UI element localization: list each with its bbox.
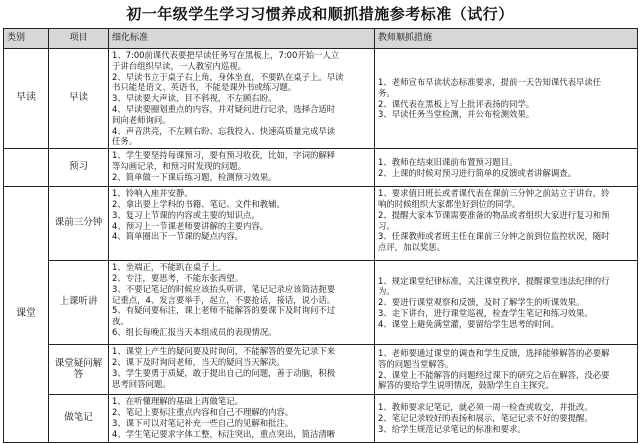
- measure-cell: [375, 395, 638, 443]
- project-cell-ktyw: 课堂疑问解答: [49, 345, 109, 395]
- header-project: 项目: [49, 29, 109, 49]
- standards-table: [3, 28, 638, 443]
- text-line: 等勾画记录，和预习时发现的问题。: [112, 160, 246, 171]
- text-line: 2、笔记记录较好的表扬和展示，笔记记录不好的要提醒。: [378, 413, 593, 424]
- header-category: 类别: [4, 29, 49, 49]
- text-line: 4、声音洪亮，不左顾右盼、忘我投入、快速高质量完成早读: [112, 125, 336, 136]
- text-line: 2、要进行课堂观察和反馈，及时了解学生的听课效果。: [378, 297, 585, 308]
- table-row: [4, 187, 638, 261]
- text-line: 点评，加以奖惩。: [378, 242, 445, 253]
- text-line: 1、教师要求记笔记，就必须一周一检查或收交，并批改。: [378, 402, 593, 413]
- text-line: 3、课下可以对笔记补充一些自己的见解和批注。: [112, 417, 294, 428]
- project-cell-zbj: 做笔记: [49, 395, 109, 443]
- text-line: 3、学生要勇于质疑，敢于提出自己的问题，善于动脑，积极: [112, 367, 336, 378]
- project-cell-kqsf: 课前三分钟: [49, 187, 109, 261]
- header-standard: 细化标准: [109, 29, 375, 49]
- measure-cell: [375, 149, 638, 187]
- text-line: 4、早读要圈划重点的内容，并对疑问进行记录，选择合适时: [112, 103, 336, 114]
- standard-cell: [109, 49, 375, 149]
- text-line: 夜。: [112, 316, 129, 327]
- header-measure: 教师顺抓措施: [375, 29, 638, 49]
- table-row: [4, 345, 638, 395]
- text-line: 2、课代表在黑板上写上批评表扬的同学。: [378, 98, 535, 109]
- text-line: 6、组长每晚汇报当天本组成员的表现情况。: [112, 326, 277, 337]
- text-line: 3、给学生规范记录笔记的标准和要求。: [378, 424, 526, 435]
- text-line: 为。: [378, 286, 395, 297]
- text-line: 2、上课的时候对预习进行简单的反馈或者讲解调查。: [378, 167, 576, 178]
- text-line: 2、提醒大家本节课需要准备的物品或者组织大家进行复习和预: [378, 209, 610, 220]
- measure-cell: [375, 49, 638, 149]
- measure-cell: [375, 261, 638, 345]
- standard-cell: [109, 149, 375, 187]
- text-line: 1、老师宣布早读状态标准要求，提前一天告知课代表早读任: [378, 76, 602, 87]
- text-line: 2、拿出要上学科的书籍、笔记、文件和教辅。: [112, 198, 285, 209]
- table-row: [4, 261, 638, 345]
- category-cell-ketang: 课堂: [4, 187, 49, 443]
- text-line: 2、简单做一下课后练习题，检测预习效果。: [112, 171, 277, 182]
- text-line: 书只能是语文、英语书，不能是课外书或练习题。: [112, 82, 297, 93]
- standard-cell: [109, 395, 375, 443]
- text-line: 习。: [378, 220, 395, 231]
- text-line: 3、复习上节课的内容或主要的知识点。: [112, 209, 260, 220]
- table-row: [4, 49, 638, 149]
- text-line: 4、学生笔记要求字体工整，标注突出，重点突出，简洁清晰: [112, 428, 336, 439]
- text-line: 2、笔记上要标注重点内容和自己不理解的内容。: [112, 406, 294, 417]
- text-line: 2、课堂上不能解答的问题经过课下的研究之后在解答，没必要: [378, 369, 610, 380]
- document-title: 初一年级学生学习习惯养成和顺抓措施参考标准（试行）: [126, 5, 514, 23]
- text-line: 3、任课教师或者班主任在课前三分钟之前到位监控状况，随时: [378, 231, 610, 242]
- text-line: 1、在听懂理解的基础上再做笔记。: [112, 396, 243, 407]
- text-line: 务。: [378, 87, 395, 98]
- text-line: 1、教师在结束旧课前布置预习题目。: [378, 156, 518, 167]
- text-line: 3、不要记笔记的时候应该抬头听讲，笔记记录应该简洁扼要: [112, 283, 336, 294]
- project-cell-zaodu: 早读: [49, 49, 109, 149]
- project-cell-yuxi: 预习: [49, 149, 109, 187]
- category-cell-empty: [4, 149, 49, 187]
- table-row: [4, 395, 638, 443]
- measure-cell: [375, 187, 638, 261]
- text-line: 5、有疑问要标注，课上老师不能解答的要课下及时询问不过: [112, 305, 336, 316]
- text-line: 4、课堂上避免满堂灌，要留给学生思考的时间。: [378, 318, 560, 329]
- text-line: 1、学生要坚持每课预习，要有预习收获，比如，字词的解释: [112, 150, 336, 161]
- text-line: 4、简单圈出下一节课的疑点内容。: [112, 231, 243, 242]
- table-header-row: [4, 29, 638, 49]
- text-line: 解答的要给学生说明情况，鼓励学生自主探究。: [378, 380, 554, 391]
- standard-cell: [109, 261, 375, 345]
- standard-cell: [109, 187, 375, 261]
- text-line: 2、课下及时询问老师，当天的疑问当天解决。: [112, 356, 285, 367]
- measure-cell: [375, 345, 638, 395]
- text-line: 3、走下讲台，进行课堂巡视，检查学生笔记和练习效果。: [378, 308, 593, 319]
- text-line: 于讲台组织早读，一人教室内巡视。: [112, 60, 246, 71]
- text-line: 间向老师询问。: [112, 114, 171, 125]
- text-line: 1、坐端正，不能趴在桌子上。: [112, 262, 227, 273]
- text-line: 1、课堂上产生的疑问要及时询问，不能解答的要先记录下来: [112, 346, 336, 357]
- text-line: 响的时候组织大家都坐好到位的同学。: [378, 198, 521, 209]
- table-row: [4, 149, 638, 187]
- text-line: 1、要求值日班长或者课代表在课前三分钟之前站立于讲台，铃: [378, 188, 610, 199]
- text-line: 思考回答问题。: [112, 378, 171, 389]
- text-line: 1、7:00前课代表要把早读任务写在黑板上，7:00开始一人立: [112, 50, 340, 60]
- text-line: 2、早读书立于桌子右上角，身体坐直，不要趴在桌子上。早读: [112, 71, 344, 82]
- text-line: 4、预习上一节课老师要讲解的主要内容。: [112, 220, 269, 231]
- text-line: 3、早读任务当堂检测，并公布检测效果。: [378, 109, 535, 120]
- project-cell-stkj: 上课听讲: [49, 261, 109, 345]
- standard-cell: [109, 345, 375, 395]
- text-line: 记重点，4、发言要举手，起立，不要抢话，接话，说小话。: [112, 294, 336, 305]
- text-line: 答的问题当堂解答。: [378, 358, 454, 369]
- text-line: 2、专注，要思考，不能东张西望。: [112, 272, 243, 283]
- text-line: 任务。: [112, 136, 138, 147]
- text-line: 1、规定课堂纪律标准，关注课堂秩序，提醒课堂违法纪律的行: [378, 275, 610, 286]
- category-cell-zaodu: 早读: [4, 49, 49, 149]
- text-line: 3、早读要大声读，目不斜视，不左顾右盼。: [112, 93, 277, 104]
- text-line: 1、老师要通过课堂的调查和学生反馈，选择能够解答的必要解: [378, 348, 610, 359]
- text-line: 1、铃响入座并安静。: [112, 188, 193, 199]
